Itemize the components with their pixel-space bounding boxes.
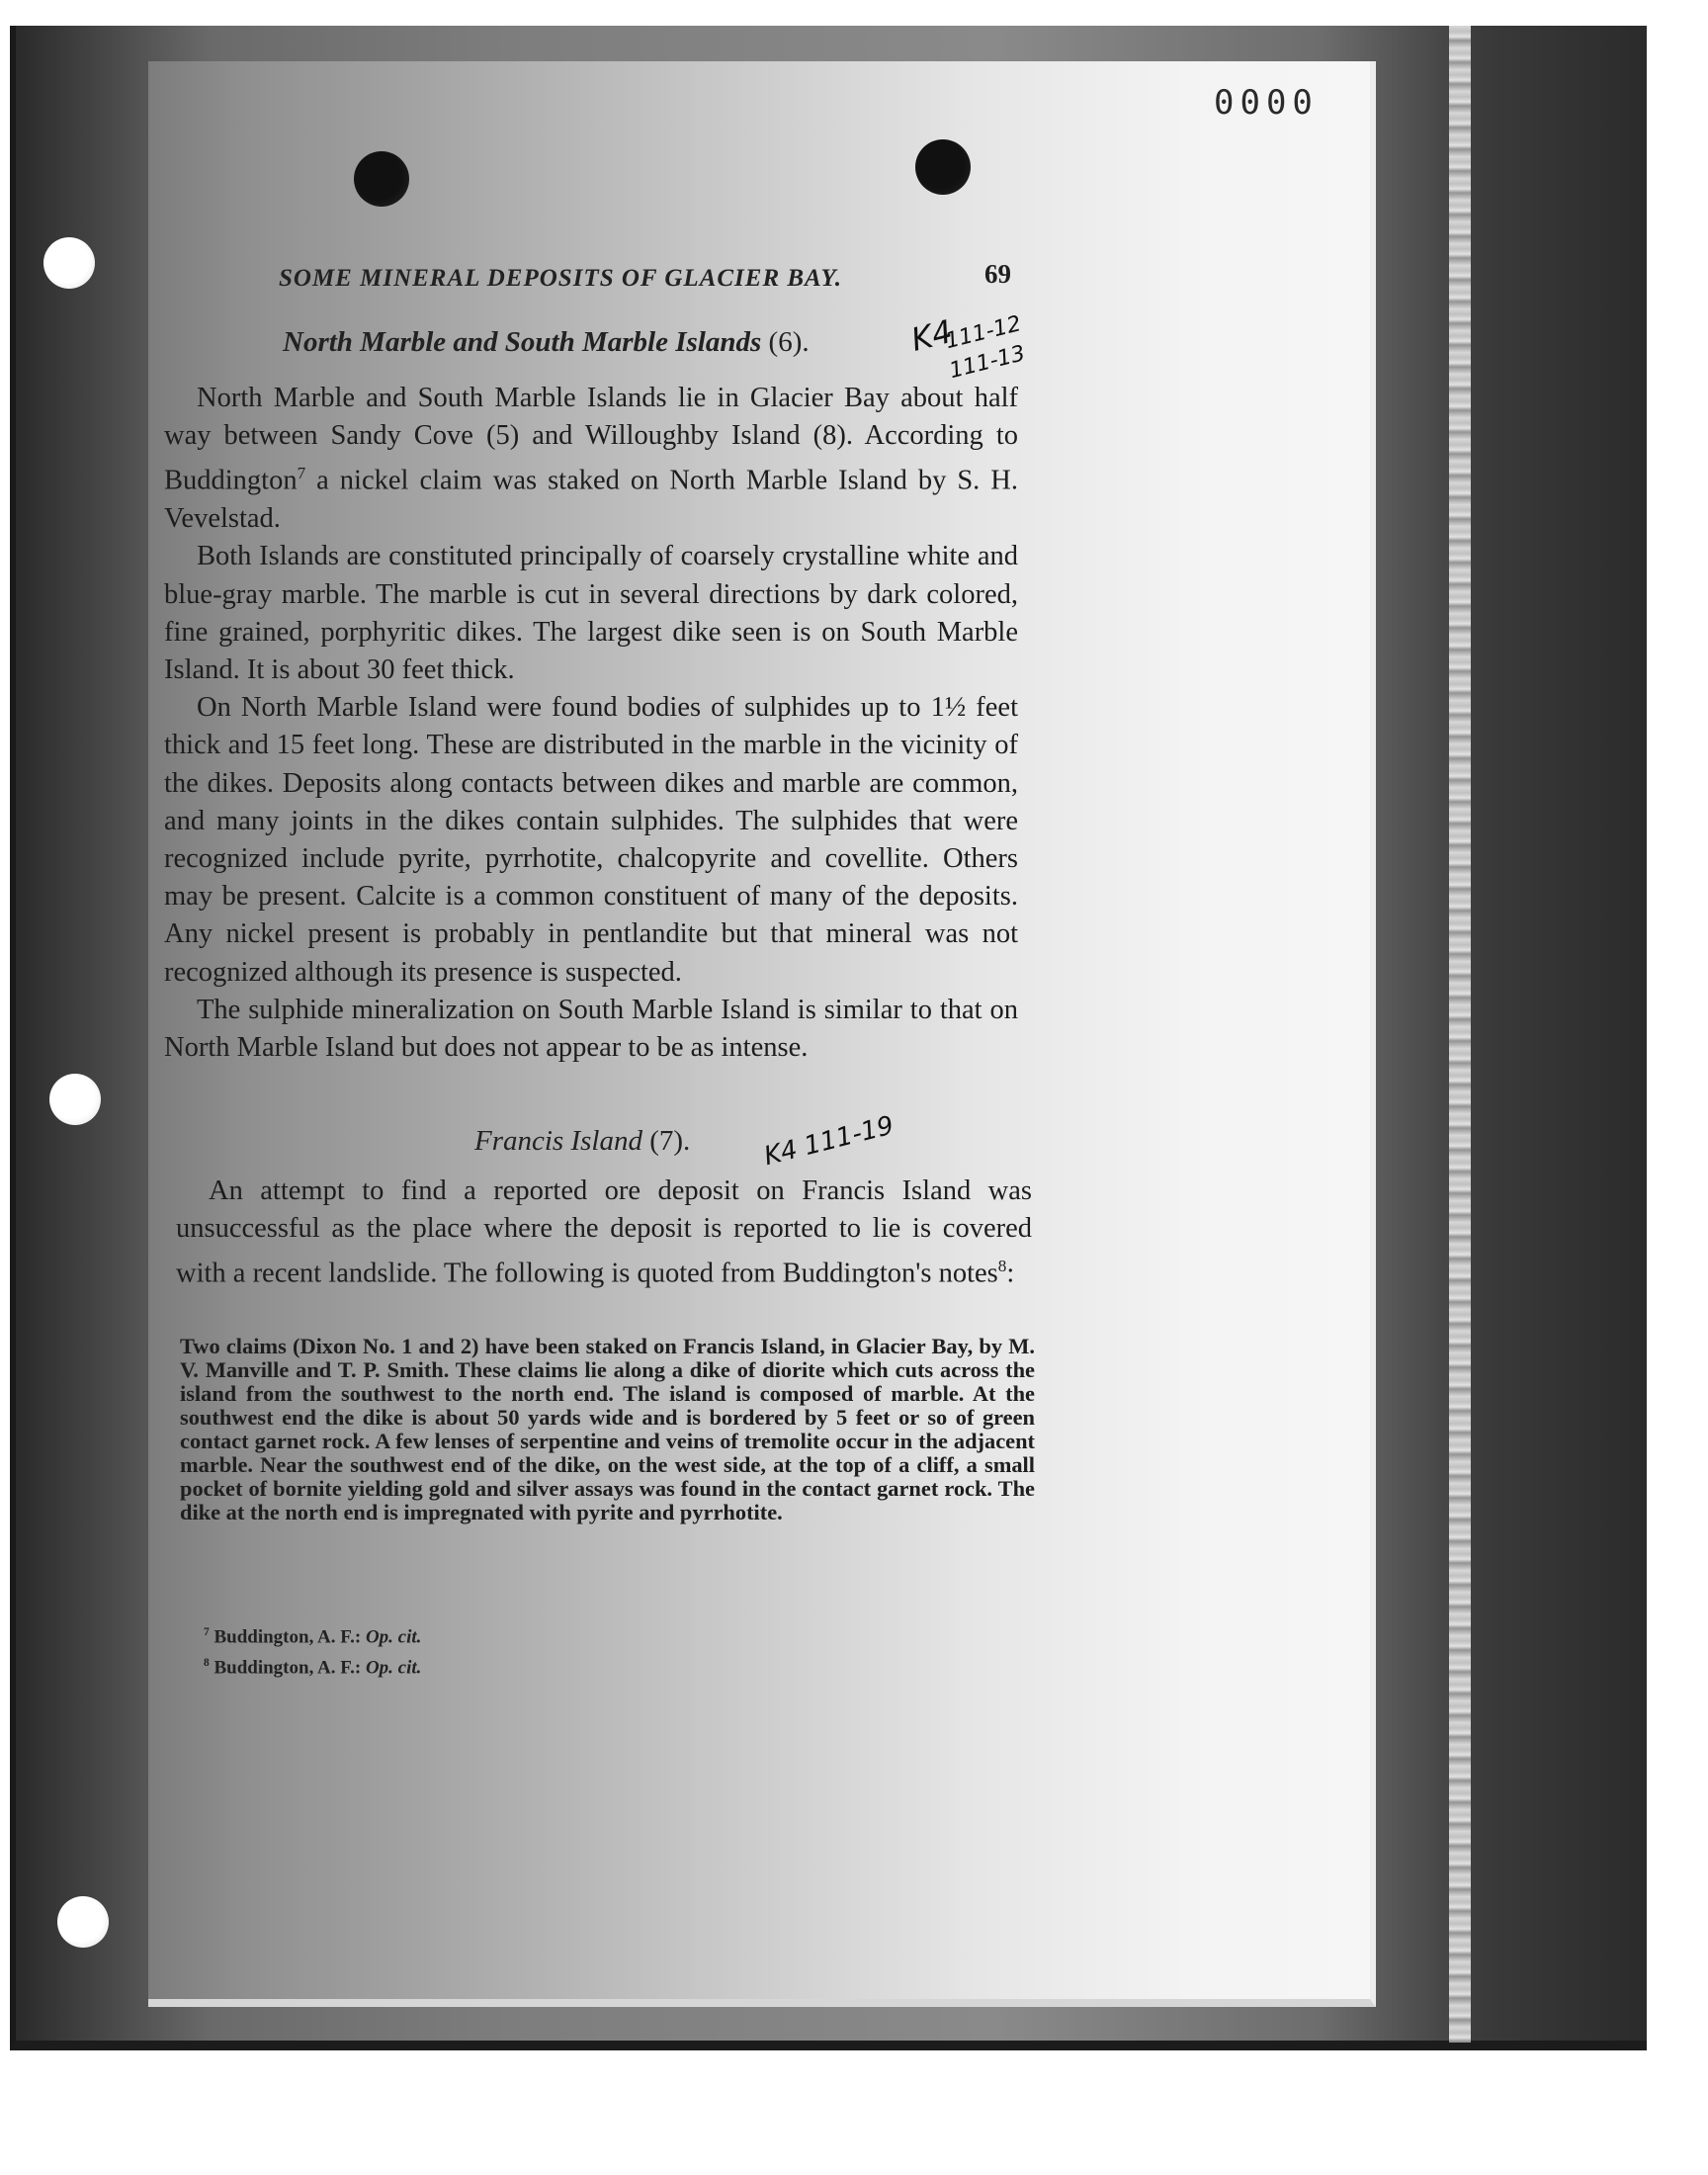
paragraph: The sulphide mineralization on South Marble Island is similar to that on North Marble Island but does not appear to be as intense. <box>164 994 1018 1063</box>
footnote-reference: 7 <box>297 464 306 483</box>
handwritten-annotation: K4 <box>907 311 957 359</box>
binder-hole-left <box>354 151 409 207</box>
punch-hole-bottom <box>57 1896 109 1948</box>
paragraph: An attempt to find a reported ore deposit on Francis Island was unsuccessful as the place where the deposit is reported to lie is covered with a recent landslide. The following is quoted from Buddington's notes$^8$: <box>176 1175 1032 1289</box>
section-title-francis-island <box>474 1125 690 1158</box>
body-section-1 <box>164 380 1018 1067</box>
paragraph: North Marble and South Marble Islands lie in Glacier Bay about half way between Sandy Cove (5) and Willoughby Island (8). According to Buddington$^7$ a nickel claim was staked on North Marble Island by S. H. Vevelstad. <box>164 383 1018 535</box>
scan-edge-strip <box>1449 26 1471 2043</box>
paragraph: On North Marble Island were found bodies of sulphides up to 1½ feet thick and 15 feet long. These are distributed in the marble in the vicinity of the dikes. Deposits along contacts between dikes and marble are common, and many joints in the dikes contain sulphides. The sulphides that were recognized include pyrite, pyrrhotite, chalcopyrite and covellite. Others may be present. Calcite is a common constituent of many of the deposits. Any nickel present is probably in pentlandite but that mineral was not recognized although its presence is suspected. <box>164 692 1018 988</box>
binder-hole-right <box>915 139 971 195</box>
footnote: $^7$ Buddington, A. F.: Op. cit. <box>204 1626 422 1648</box>
section-number: (6). <box>768 326 810 358</box>
section-number: (7). <box>649 1125 691 1157</box>
page-number: 69 <box>984 259 1011 289</box>
footnote-reference: 8 <box>997 1257 1007 1276</box>
handwritten-annotation-francis: K4 111-19 <box>761 1110 897 1173</box>
body-section-2 <box>176 1173 1032 1293</box>
paragraph: Both Islands are constituted principally of coarsely crystalline white and blue-gray marble. The marble is cut in several directions by dark colored, fine grained, porphyritic dikes. The largest dike seen is on South Marble Island. It is about 30 feet thick. <box>164 541 1018 685</box>
footnote: $^8$ Buddington, A. F.: Op. cit. <box>204 1657 422 1679</box>
handwritten-annotation-line1: 111-12 <box>943 311 1024 355</box>
handwritten-annotation-line2: 111-13 <box>947 341 1028 385</box>
running-head: SOME MINERAL DEPOSITS OF GLACIER BAY. <box>279 265 843 292</box>
block-quote: Two claims (Dixon No. 1 and 2) have been staked on Francis Island, in Glacier Bay, by M. V. Manville and T. P. Smith. These claims lie along a dike of diorite which cuts across the island from the southwest to the north end. The island is composed of marble. At the southwest end the dike is about 50 yards wide and is bordered by 5 feet or so of green contact garnet rock. A few lenses of serpentine and veins of tremolite occur in the adjacent marble. Near the southwest end of the dike, on the west side, at the top of a cliff, a small pocket of bornite yielding gold and silver assays was found in the contact garnet rock. The dike at the north end is impregnated with pyrite and pyrrhotite. <box>180 1334 1035 1524</box>
section-title-text: North Marble and South Marble Islands <box>283 326 762 358</box>
section-title-marble-islands <box>283 326 810 359</box>
section-title-text: Francis Island <box>474 1125 642 1157</box>
footnotes <box>204 1619 421 1682</box>
punch-hole-middle <box>49 1074 101 1125</box>
document-number: 0000 <box>1214 83 1319 123</box>
punch-hole-top <box>43 237 95 289</box>
